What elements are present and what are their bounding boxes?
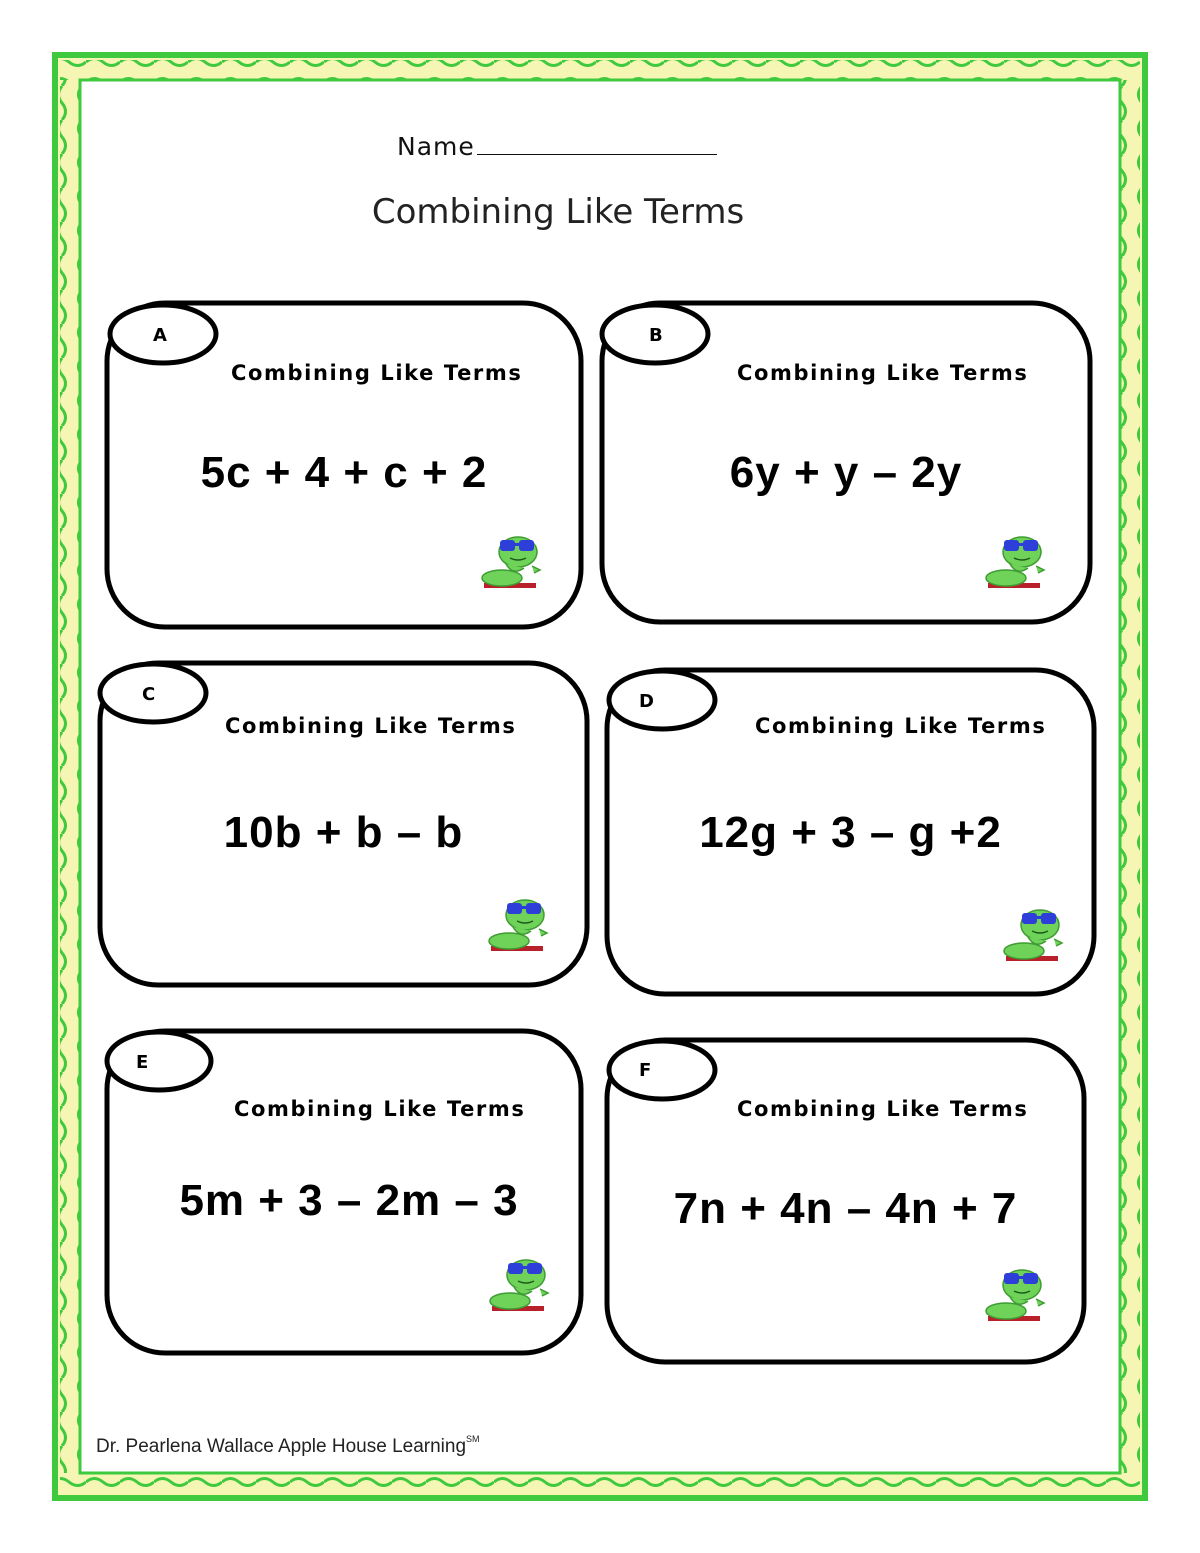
task-card-c [97,660,590,988]
student-name-line [397,132,717,161]
task-card-e [104,1028,584,1356]
bookworm-with-sunglasses-icon [984,534,1050,592]
card-heading: Combining Like Terms [737,1097,1029,1121]
card-heading: Combining Like Terms [755,714,1047,738]
card-heading: Combining Like Terms [234,1097,526,1121]
card-letter: F [639,1060,652,1081]
card-expression: 7n + 4n – 4n + 7 [673,1184,1018,1233]
card-letter: E [136,1052,149,1073]
footer-credit [96,1436,480,1458]
name-blank [477,154,717,155]
card-expression: 6y + y – 2y [729,448,963,497]
credit-text: Dr. Pearlena Wallace Apple House Learning [96,1436,467,1457]
task-card-f [604,1037,1087,1365]
bookworm-with-sunglasses-icon [480,534,546,592]
bookworm-with-sunglasses-icon [488,1257,554,1315]
card-expression: 10b + b – b [223,808,464,857]
card-letter: C [142,684,156,705]
card-heading: Combining Like Terms [231,361,523,385]
task-card-a [104,300,584,630]
page-title: Combining Like Terms [371,192,745,232]
bookworm-with-sunglasses-icon [984,1267,1050,1325]
task-card-b [599,300,1093,625]
card-expression: 5c + 4 + c + 2 [200,448,488,497]
task-card-d [604,667,1097,997]
bookworm-with-sunglasses-icon [1002,907,1068,965]
card-heading: Combining Like Terms [737,361,1029,385]
bookworm-with-sunglasses-icon [487,897,553,955]
card-letter: D [639,691,654,712]
service-mark: SM [466,1434,480,1444]
card-expression: 5m + 3 – 2m – 3 [179,1176,519,1225]
card-letter: B [649,325,663,346]
card-expression: 12g + 3 – g +2 [699,808,1002,857]
card-letter: A [153,325,167,346]
card-heading: Combining Like Terms [225,714,517,738]
name-label: Name [397,132,475,161]
